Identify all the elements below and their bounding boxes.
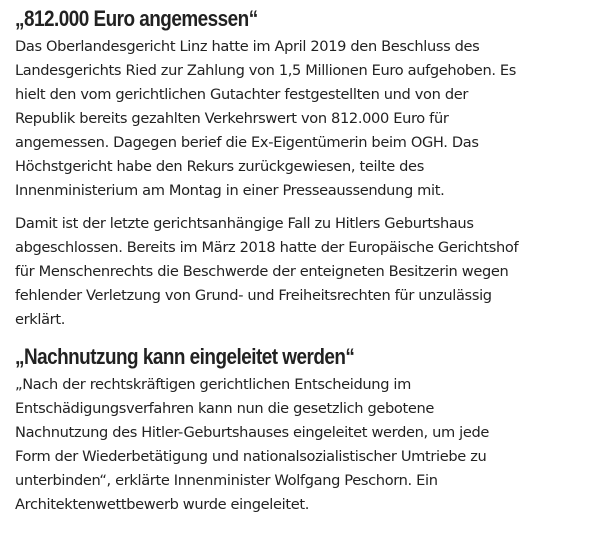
paragraph-line: Damit ist der letzte gerichtsanhängige Fall zu Hitlers Geburtshaus — [15, 215, 474, 232]
paragraph-line: abgeschlossen. Bereits im März 2018 hatte der Europäische Gerichtshof — [15, 239, 519, 256]
paragraph-line: für Menschenrechts die Beschwerde der enteigneten Besitzerin wegen — [15, 263, 509, 280]
paragraph — [15, 373, 590, 517]
paragraph-line: Das Oberlandesgericht Linz hatte im April 2019 den Beschluss des — [15, 38, 480, 55]
paragraph-line: Form der Wiederbetätigung und nationalsozialistischer Umtriebe zu — [15, 448, 487, 465]
paragraph-line: Architektenwettbewerb wurde eingeleitet. — [15, 496, 309, 513]
paragraph-line: Höchstgericht habe den Rekurs zurückgewiesen, teilte des — [15, 158, 424, 175]
paragraph-line: Entschädigungsverfahren kann nun die gesetzlich gebotene — [15, 400, 435, 417]
paragraph-line: Nachnutzung des Hitler-Geburtshauses eingeleitet werden, um jede — [15, 424, 490, 441]
paragraph-line: unterbinden“, erklärte Innenminister Wolfgang Peschorn. Ein — [15, 472, 438, 489]
section-heading: „812.000 Euro angemessen“ — [15, 6, 258, 31]
paragraph-line: hielt den vom gerichtlichen Gutachter festgestellten und von der — [15, 86, 469, 103]
paragraph — [15, 212, 590, 332]
paragraph — [15, 35, 590, 203]
paragraph-line: fehlender Verletzung von Grund- und Freiheitsrechten für unzulässig — [15, 287, 492, 304]
paragraph-line: Innenministerium am Montag in einer Presseaussendung mit. — [15, 182, 445, 199]
paragraph-line: erklärt. — [15, 311, 65, 328]
section-heading: „Nachnutzung kann eingeleitet werden“ — [15, 344, 355, 369]
paragraph-line: Republik bereits gezahlten Verkehrswert von 812.000 Euro für — [15, 110, 449, 127]
paragraph-line: angemessen. Dagegen berief die Ex-Eigentümerin beim OGH. Das — [15, 134, 479, 151]
paragraph-line: Landesgerichts Ried zur Zahlung von 1,5 Millionen Euro aufgehoben. Es — [15, 62, 517, 79]
paragraph-line: „Nach der rechtskräftigen gerichtlichen Entscheidung im — [15, 376, 411, 393]
